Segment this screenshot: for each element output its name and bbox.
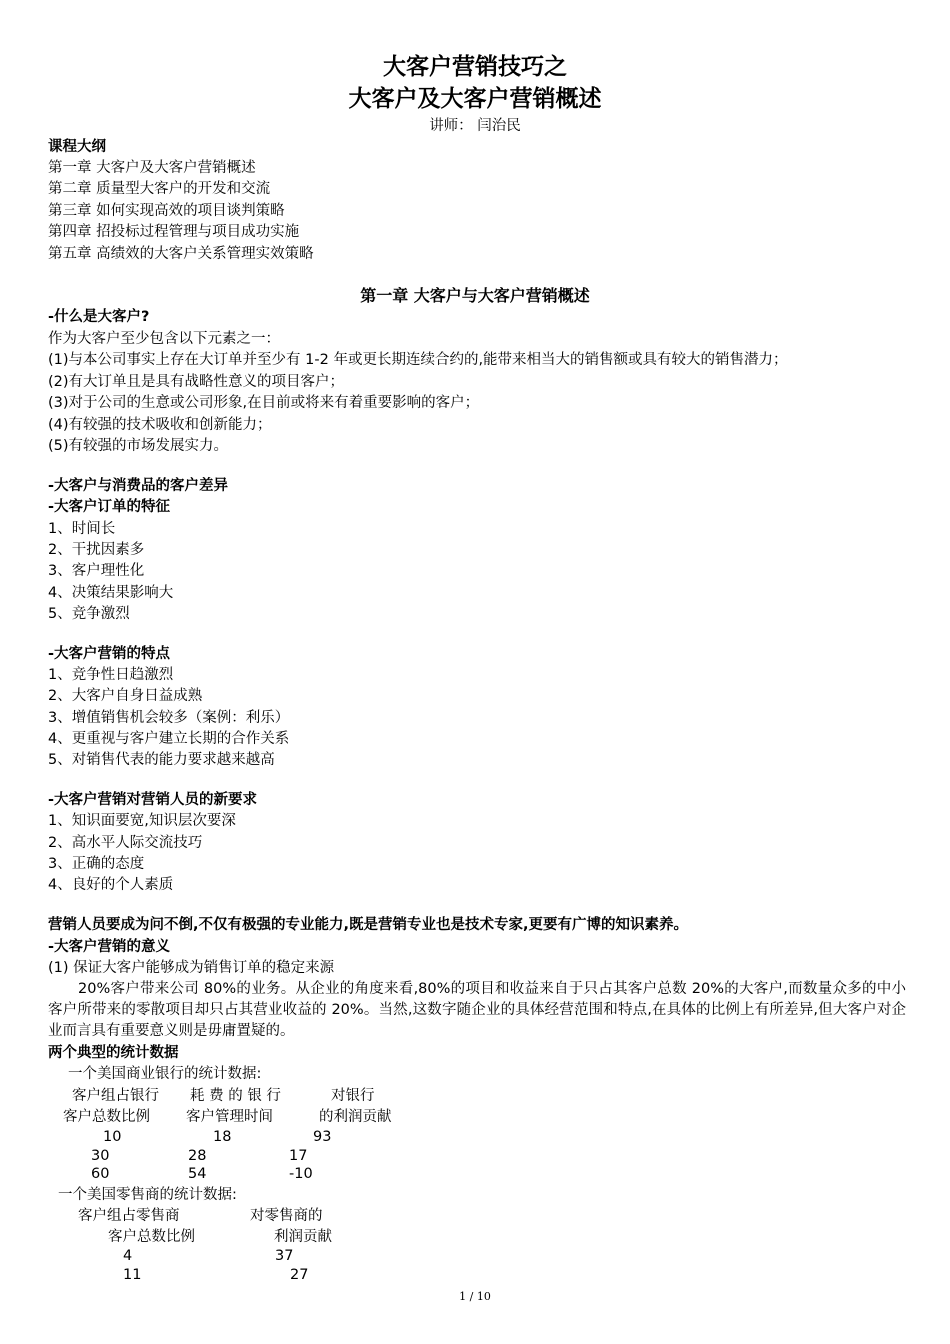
retail-header-col2: 对零售商的 (250, 1208, 323, 1224)
order-item: 4、决策结果影响大 (48, 585, 174, 601)
bank-header-col3: 的利润贡献 (319, 1109, 392, 1125)
bank-cell: 17 (289, 1148, 308, 1164)
page-number: 1 / 10 (459, 1290, 491, 1303)
what-item: (4)有较强的技术吸收和创新能力； (48, 417, 272, 433)
outline-item: 第二章 质量型大客户的开发和交流 (48, 181, 271, 197)
bank-stats-caption: 一个美国商业银行的统计数据: (68, 1066, 262, 1082)
section-heading-significance: -大客户营销的意义 (48, 939, 171, 955)
order-item: 1、时间长 (48, 521, 116, 537)
document-title-line1: 大客户营销技巧之 (383, 54, 567, 80)
bank-header-col1: 客户组占银行 (72, 1088, 159, 1104)
bank-cell: 30 (91, 1148, 110, 1164)
marketing-item: 5、对销售代表的能力要求越来越高 (48, 752, 275, 768)
what-intro: 作为大客户至少包含以下元素之一： (48, 331, 280, 347)
chapter-title: 第一章 大客户与大客户营销概述 (360, 286, 590, 305)
what-item: (3)对于公司的生意或公司形象,在目前或将来有着重要影响的客户； (48, 395, 480, 411)
section-heading-requirements: -大客户营销对营销人员的新要求 (48, 792, 258, 808)
bank-header-col1: 客户总数比例 (63, 1109, 150, 1125)
requirements-item: 1、知识面要宽,知识层次要深 (48, 813, 236, 829)
marketing-item: 4、更重视与客户建立长期的合作关系 (48, 731, 290, 747)
requirements-item: 4、良好的个人素质 (48, 877, 174, 893)
requirements-item: 2、高水平人际交流技巧 (48, 835, 203, 851)
order-item: 2、干扰因素多 (48, 542, 145, 558)
significance-point: (1) 保证大客户能够成为销售订单的稳定来源 (48, 960, 335, 976)
retail-header-col2: 利润贡献 (274, 1229, 332, 1245)
outline-item: 第一章 大客户及大客户营销概述 (48, 160, 256, 176)
marketing-item: 3、增值销售机会较多（案例：利乐） (48, 710, 290, 726)
section-heading-difference: -大客户与消费品的客户差异 (48, 478, 229, 494)
outline-item: 第四章 招投标过程管理与项目成功实施 (48, 224, 300, 240)
what-item: (5)有较强的市场发展实力。 (48, 438, 229, 454)
retail-stats-caption: 一个美国零售商的统计数据: (58, 1187, 237, 1203)
retail-cell: 37 (275, 1248, 294, 1264)
section-heading-marketing: -大客户营销的特点 (48, 646, 171, 662)
bank-cell: -10 (289, 1166, 313, 1182)
marketing-item: 1、竞争性日趋激烈 (48, 667, 174, 683)
what-item: (1)与本公司事实上存在大订单并至少有 1-2 年或更长期连续合约的,能带来相当大的销售额或具有较大的销售潜力； (48, 352, 788, 368)
section-heading-order: -大客户订单的特征 (48, 499, 171, 515)
outline-item: 第三章 如何实现高效的项目谈判策略 (48, 203, 285, 219)
marketing-item: 2、大客户自身日益成熟 (48, 688, 203, 704)
bank-header-col3: 对银行 (331, 1088, 375, 1104)
what-item: (2)有大订单且是具有战略性意义的项目客户； (48, 374, 345, 390)
outline-item: 第五章 高绩效的大客户关系管理实效策略 (48, 246, 314, 262)
order-item: 3、客户理性化 (48, 563, 145, 579)
key-statement: 营销人员要成为问不倒,不仅有极强的专业能力,既是营销专业也是技术专家,更要有广博的知识素养。 (48, 917, 689, 933)
requirements-item: 3、正确的态度 (48, 856, 145, 872)
outline-heading: 课程大纲 (48, 139, 106, 155)
bank-header-col2: 客户管理时间 (186, 1109, 273, 1125)
retail-cell: 27 (290, 1267, 309, 1283)
bank-cell: 18 (213, 1129, 232, 1145)
significance-paragraph: 20%客户带来公司 80%的业务。从企业的角度来看,80%的项目和收益来自于只占其客户总数 20%的大客户,而数量众多的中小客户所带来的零散项目却只占其营业收益的 20%。当然,这数字随企业的具体经营范围和特点,在具体的比例上有所差异,但大客户对企业而言具有重要意义则是毋庸置疑的。 (48, 981, 906, 1039)
document-title-line2: 大客户及大客户营销概述 (348, 86, 602, 112)
bank-cell: 10 (103, 1129, 122, 1145)
retail-header-col1: 客户组占零售商 (78, 1208, 180, 1224)
order-item: 5、竞争激烈 (48, 606, 130, 622)
lecturer: 讲师： 闫治民 (429, 118, 521, 134)
retail-cell: 11 (123, 1267, 142, 1283)
bank-cell: 54 (188, 1166, 207, 1182)
retail-cell: 4 (123, 1248, 133, 1264)
section-heading-what: -什么是大客户? (48, 309, 150, 325)
bank-header-col2: 耗 费 的 银 行 (190, 1088, 281, 1104)
bank-cell: 28 (188, 1148, 207, 1164)
bank-cell: 60 (91, 1166, 110, 1182)
stats-heading: 两个典型的统计数据 (48, 1045, 179, 1061)
bank-cell: 93 (313, 1129, 332, 1145)
retail-header-col1: 客户总数比例 (108, 1229, 195, 1245)
